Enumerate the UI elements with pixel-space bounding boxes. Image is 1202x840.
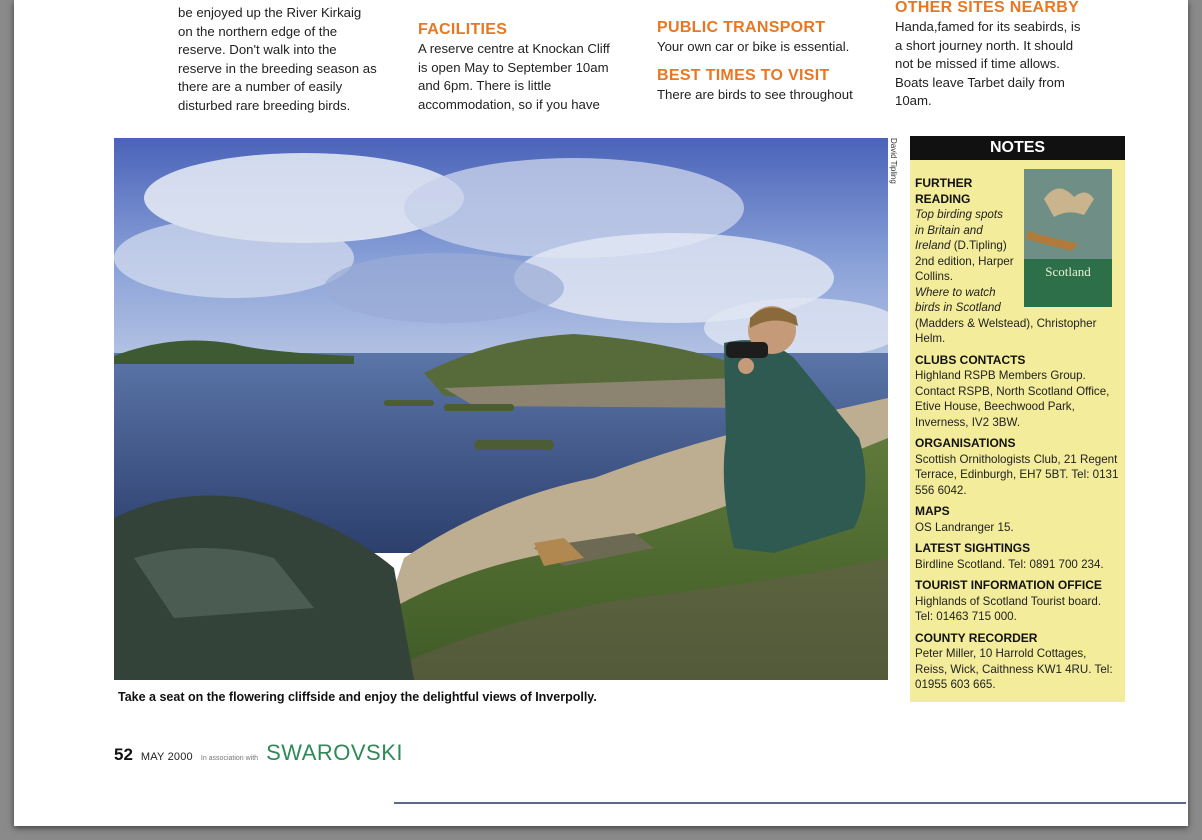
other-sites-heading: OTHER SITES NEARBY (895, 0, 1080, 16)
notes-body (915, 170, 1121, 693)
public-transport-heading: PUBLIC TRANSPORT (657, 19, 826, 36)
issue-date: MAY 2000 (140, 751, 193, 763)
magazine-page (14, 0, 1188, 826)
column-2-line: is open May to September 10am (418, 59, 609, 75)
text-column-4 (895, 0, 1113, 111)
clubs-contacts-heading: CLUBS CONTACTS (915, 352, 1026, 367)
column-4-line: 10am. (895, 93, 932, 108)
page-footer (114, 740, 403, 770)
notes-box (910, 136, 1125, 702)
county-recorder-text: Peter Miller, 10 Harrold Cottages, Reiss, Wick, Caithness KW1 4RU. Tel: 01955 603 665. (915, 647, 1113, 691)
column-1-line: reserve. Don't walk into the (178, 42, 337, 57)
page-number: 52 (114, 745, 133, 764)
photo-credit: David Tipling (889, 138, 898, 184)
notes-title: NOTES (910, 136, 1125, 160)
latest-sightings-text: Birdline Scotland. Tel: 0891 700 234. (915, 557, 1104, 571)
column-1-line: be enjoyed up the River Kirkaig (178, 5, 362, 20)
maps-text: OS Landranger 15. (915, 520, 1014, 534)
text-column-3 (657, 18, 875, 104)
column-4-line: Boats leave Tarbet daily from (895, 74, 1065, 90)
column-1-line: there are a number of easily (178, 79, 343, 94)
column-4-line: not be missed if time allows. (895, 56, 1060, 71)
photo-caption: Take a seat on the flowering cliffside and enjoy the delightful views of Inverpolly. (118, 690, 597, 704)
further-reading-book-2: Where to watch birds in Scotland (Madders & Welstead), Christopher Helm. (915, 285, 1097, 345)
public-transport-text: Your own car or bike is essential. (657, 39, 850, 54)
best-times-text: There are birds to see throughout (657, 86, 853, 102)
maps-heading: MAPS (915, 504, 950, 518)
clubs-contacts-text: Highland RSPB Members Group. Contact RSPB, North Scotland Office, Etive House, Beechwood Park, Inverness, IV2 3BW. (915, 369, 1110, 429)
column-2-line: accommodation, so if you have (418, 96, 600, 112)
best-times-heading: BEST TIMES TO VISIT (657, 66, 830, 84)
column-2-line: and 6pm. There is little (418, 78, 552, 93)
association-text: In association with (200, 755, 259, 762)
book-cover-title: Scotland (1045, 264, 1091, 279)
further-reading-heading: FURTHER READING (915, 176, 973, 206)
text-column-1 (178, 4, 396, 115)
tourist-office-heading: TOURIST INFORMATION OFFICE (915, 578, 1102, 592)
facilities-heading: FACILITIES (418, 21, 508, 38)
column-1-line: reserve in the breeding season as (178, 60, 377, 76)
column-4-line: a short journey north. It should (895, 37, 1074, 53)
landscape-photo (114, 138, 888, 680)
organisations-text: Scottish Ornithologists Club, 21 Regent Terrace, Edinburgh, EH7 5BT. Tel: 0131 556 6042. (915, 452, 1119, 497)
text-column-2 (418, 20, 636, 114)
book-cover-image (1024, 169, 1112, 307)
further-reading-book-1: Top birding spots in Britain and Ireland (D.Tipling) 2nd edition, Harper Collins. (915, 208, 1014, 283)
column-4-line: Handa,famed for its seabirds, is (895, 19, 1081, 34)
sponsor-logo: SWAROVSKI (266, 740, 404, 765)
tourist-office-text: Highlands of Scotland Tourist board. Tel: 01463 715 000. (915, 594, 1102, 623)
latest-sightings-heading: LATEST SIGHTINGS (915, 541, 1031, 555)
page-edge-line (394, 802, 1186, 804)
column-2-line: A reserve centre at Knockan Cliff (418, 41, 610, 56)
county-recorder-heading: COUNTY RECORDER (915, 630, 1038, 645)
organisations-heading: ORGANISATIONS (915, 436, 1016, 450)
column-1-line: disturbed rare breeding birds. (178, 97, 351, 113)
column-1-line: on the northern edge of the (178, 23, 338, 39)
